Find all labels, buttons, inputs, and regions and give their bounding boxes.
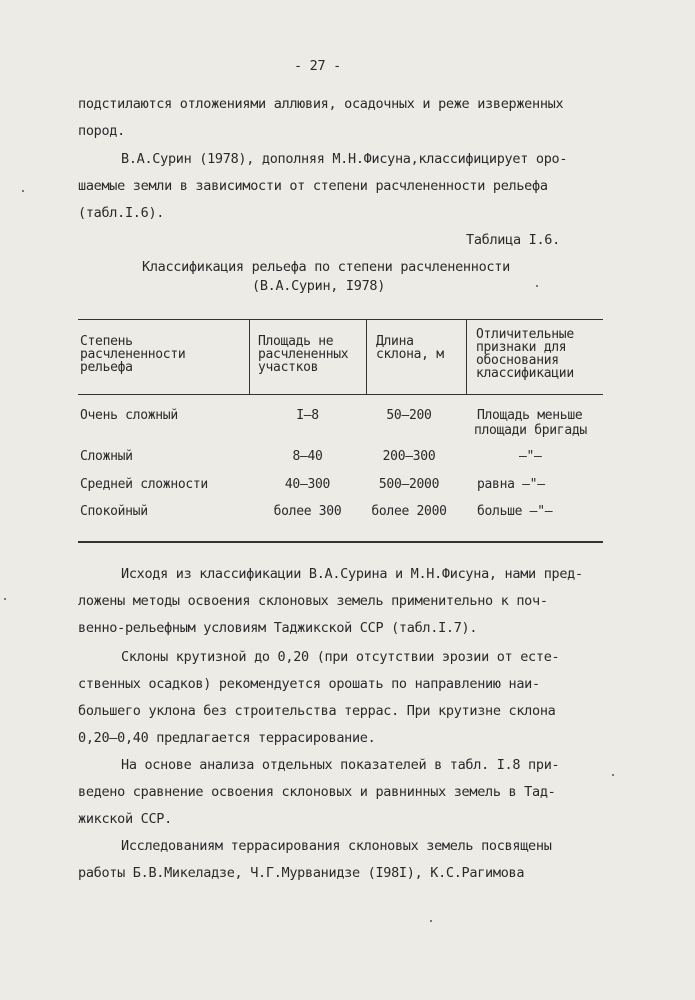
page-number: - 27 - xyxy=(294,58,341,74)
table-cell: больше –"– xyxy=(477,504,553,519)
table-title: Классификация рельефа по степени расчлененности xyxy=(142,259,510,275)
scan-speck xyxy=(536,285,538,287)
text-line: (табл.I.6). xyxy=(78,205,165,221)
table-cell: 500–2000 xyxy=(378,477,440,492)
header-area: Площадь не расчлененных участков xyxy=(258,334,349,375)
table-cell: 8–40 xyxy=(292,449,323,464)
table-cell: I–8 xyxy=(296,408,319,423)
table-cell: Очень сложный xyxy=(80,408,178,423)
table-cell: 40–300 xyxy=(284,477,331,492)
column-divider xyxy=(466,320,467,394)
text-line: На основе анализа отдельных показателей в табл. I.8 при- xyxy=(121,757,560,773)
scan-speck xyxy=(612,774,614,776)
table-cell: Средней сложности xyxy=(80,477,208,492)
table-cell: Сложный xyxy=(80,449,133,464)
table-cell: 50–200 xyxy=(386,408,432,423)
text-line: пород. xyxy=(78,123,125,139)
text-line: большего уклона без строительства террас. При крутизне склона xyxy=(78,703,556,719)
text-line: работы Б.В.Микеладзе, Ч.Г.Мурванидзе (I98I), К.С.Рагимова xyxy=(78,865,525,881)
table-cell: Спокойный xyxy=(80,504,148,519)
text-line: ложены методы освоения склоновых земель применительно к поч- xyxy=(78,593,548,609)
text-line: ведено сравнение освоения склоновых и равнинных земель в Тад- xyxy=(78,784,556,800)
text-line: венно-рельефным условиям Таджикской ССР (табл.I.7). xyxy=(78,620,478,636)
table-cell: более 2000 xyxy=(371,504,447,519)
table-cell: Площадь меньше xyxy=(477,408,583,423)
text-line: Склоны крутизной до 0,20 (при отсутствии эрозии от есте- xyxy=(121,649,560,665)
table-cell: более 300 xyxy=(273,504,342,519)
table-bottom-rule xyxy=(78,541,603,543)
column-divider xyxy=(366,320,367,394)
table-label: Таблица I.6. xyxy=(466,232,560,248)
text-line: шаемые земли в зависимости от степени расчлененности рельефа xyxy=(78,178,548,194)
table-cell: –"– xyxy=(519,449,542,464)
text-line: В.А.Сурин (1978), дополняя М.Н.Фисуна,классифицирует оро- xyxy=(121,151,568,167)
table-header-rule xyxy=(78,394,603,395)
header-degree: Степень расчлененности рельефа xyxy=(80,334,186,375)
table-cell: площади бригады xyxy=(474,423,587,438)
text-line: Исследованиям террасирования склоновых земель посвящены xyxy=(121,838,552,854)
text-line: ственных осадков) рекомендуется орошать по направлению наи- xyxy=(78,676,540,692)
table-cell: 200–300 xyxy=(382,449,436,464)
table-cell: равна –"– xyxy=(477,477,545,492)
column-divider xyxy=(249,320,250,394)
scan-speck xyxy=(430,920,432,922)
header-length: Длина склона, м xyxy=(376,334,444,362)
header-signs: Отличительные признаки для обоснования классификации xyxy=(476,327,574,381)
table-subtitle: (В.А.Сурин, I978) xyxy=(252,278,386,294)
text-line: подстилаются отложениями аллювия, осадочных и реже изверженных xyxy=(78,96,564,112)
scan-speck xyxy=(4,598,6,600)
text-line: жикской ССР. xyxy=(78,811,172,827)
scan-speck xyxy=(22,190,24,192)
text-line: 0,20–0,40 предлагается террасирование. xyxy=(78,730,376,746)
table-top-rule xyxy=(78,319,603,320)
text-line: Исходя из классификации В.А.Сурина и М.Н.Фисуна, нами пред- xyxy=(121,566,583,582)
